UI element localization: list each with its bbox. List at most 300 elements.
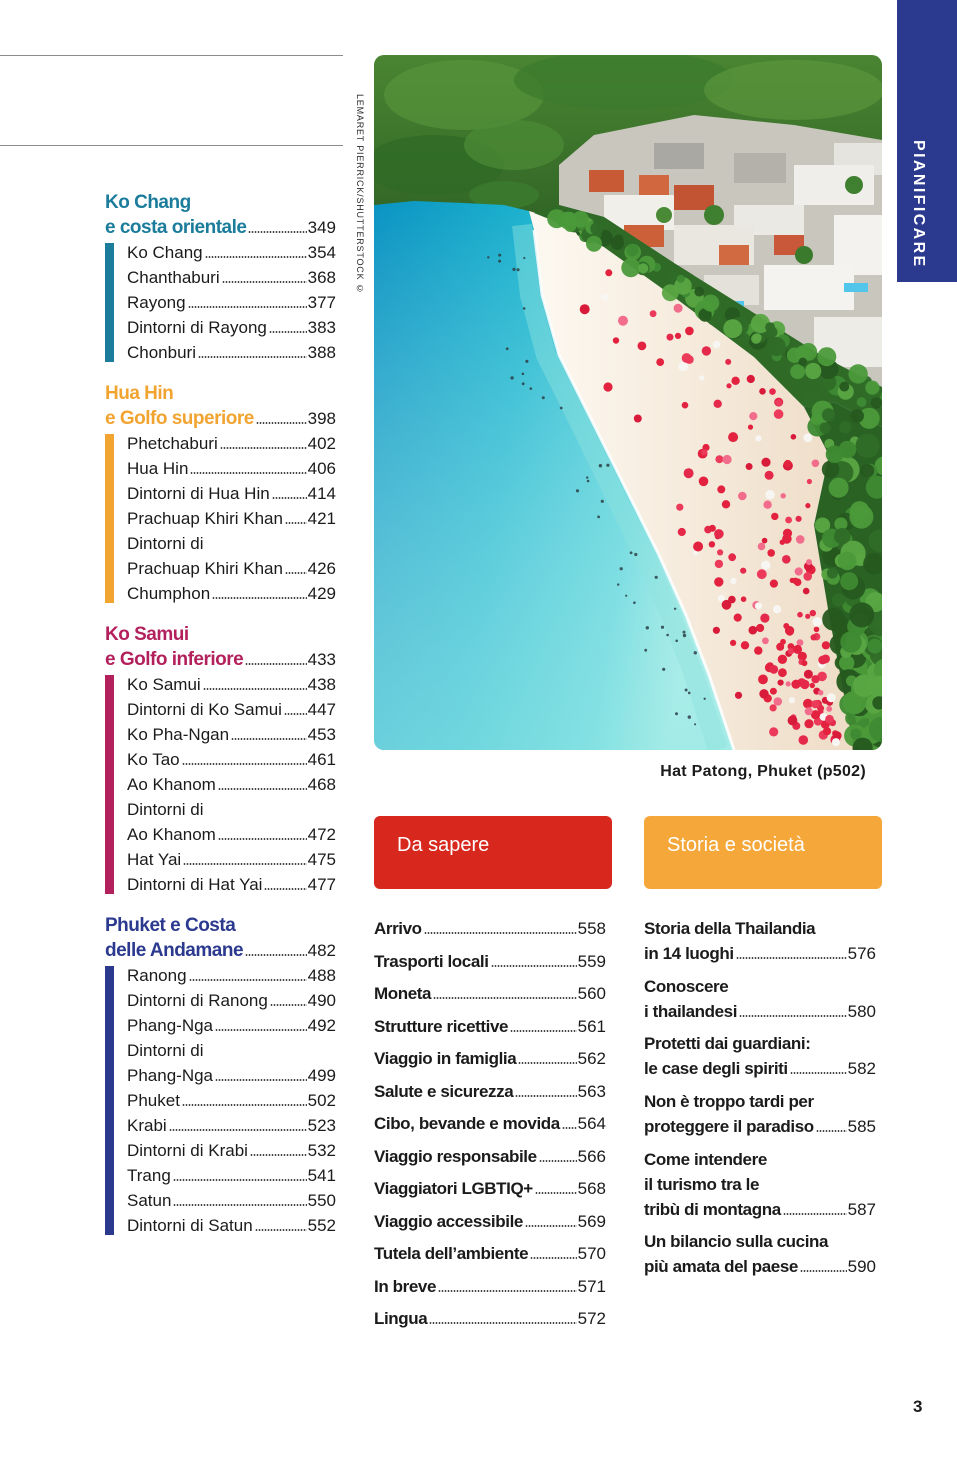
entry-title-line: Viaggio accessibile [374,1211,523,1231]
entry-title-line: Ao Khanom [127,775,216,794]
toc-entry [374,1046,606,1071]
toc-entry [127,1138,336,1163]
beach-umbrella [803,588,810,595]
palm-tree [626,244,638,256]
entry-title-line: Chanthaburi [127,268,220,287]
page-reference: 572 [577,1309,606,1328]
hat-patong-aerial-view [374,55,882,750]
beach-umbrella [717,549,723,555]
dot-leader [269,331,307,333]
entry-final-line [374,1274,606,1299]
entry-title-line: le case degli spiriti [644,1059,788,1079]
dot-leader [212,597,306,599]
da-sapere-header [374,816,612,889]
swimmer [688,692,691,695]
swimmer [655,576,658,579]
beach-umbrella [778,680,784,686]
beach-umbrella [714,529,724,539]
entry-final-line [127,963,336,988]
page-reference: 388 [307,343,336,362]
swimmer [523,257,525,259]
region-entries [105,672,336,897]
beach-umbrella [761,458,770,467]
page-reference: 475 [307,850,336,869]
entry-final-line [374,916,606,941]
swimmer [587,480,590,483]
beach-umbrella [741,596,747,602]
second-rule [0,145,343,146]
entry-final-line [374,1079,606,1104]
beach-umbrella [656,358,664,366]
beach-umbrella [747,375,755,383]
page-reference: 532 [307,1141,336,1160]
swimmer [512,268,515,271]
swimmer [646,626,649,629]
palm-tree [822,608,845,631]
section-tab [897,0,957,282]
dot-leader [284,713,307,715]
swimmer [506,347,509,350]
entry-title-line: Hua Hin [127,459,189,478]
palm-tree [586,236,602,252]
palm-tree [614,234,624,244]
beach-umbrella [676,504,683,511]
entry-final-line [644,1114,876,1139]
entry-final-line [127,1088,336,1113]
beach-umbrella [810,683,815,688]
palm-tree [871,397,882,408]
beach-umbrella [805,503,810,508]
toc-entry [127,340,336,365]
page-reference: 523 [307,1116,336,1135]
region-section [105,913,336,1238]
swimmer [666,634,669,637]
page-reference: 468 [307,775,336,794]
swimmer [606,464,609,467]
beach-umbrella [603,382,612,391]
dot-leader [535,1192,577,1194]
beach-umbrella [684,468,694,478]
palm-tree [590,222,603,235]
region-title [105,190,336,240]
beach-umbrella [756,624,764,632]
region-entries [105,431,336,606]
region-section [105,381,336,606]
dot-leader [169,1129,307,1131]
beach-umbrella [685,327,694,336]
swimmer [576,489,579,492]
dot-leader [218,788,307,790]
regions-table-of-contents [105,190,336,1254]
beach-umbrella [765,490,774,499]
toc-entry [127,315,336,340]
beach-umbrella [765,471,774,480]
beach-umbrella [803,433,812,442]
toc-entry [644,1031,876,1081]
swimmer [630,551,633,554]
entry-title-line: più amata del paese [644,1257,798,1277]
dot-leader [198,356,307,358]
palm-tree [822,408,835,421]
beach-umbrella [789,697,795,703]
beach-umbrella [827,693,836,702]
page-reference: 438 [307,675,336,694]
entry-final-line [127,290,336,315]
entry-final-line [127,1113,336,1138]
region-entries [105,240,336,365]
palm-tree [853,674,876,697]
beach-umbrella [722,500,730,508]
section-tab-label: PIANIFICARE [910,140,927,269]
entry-title-line: Ranong [127,966,187,985]
toc-entry [127,847,336,872]
page-reference: 559 [577,951,606,971]
entry-final-line [127,747,336,772]
entry-title-line: Dintorni di [127,534,204,553]
beach-umbrella [795,567,803,575]
toc-entry [374,1241,606,1266]
dot-leader [245,663,306,665]
swimmer [522,382,525,385]
entry-title-line: Dintorni di Rayong [127,318,267,337]
palm-tree [850,409,864,423]
palm-tree [805,363,821,379]
beach-umbrella [780,639,786,645]
beach-umbrella [832,738,840,746]
page-reference: 477 [307,875,336,894]
palm-tree [839,421,851,433]
beach-umbrella [762,637,769,644]
page-reference: 550 [307,1191,336,1210]
swimmer [634,553,637,556]
entry-title-line: Moneta [374,984,432,1003]
dot-leader [429,1322,576,1324]
folio-page-number: 3 [913,1397,923,1416]
entry-title-line: Strutture ricettive [374,1016,509,1036]
beach-umbrella [769,727,778,736]
page-reference: 398 [307,409,336,428]
entry-final-line [374,1241,606,1266]
entry-title-line: Prachuap Khiri Khan [127,509,283,528]
beach-umbrella [738,492,747,501]
entry-final-line [374,981,606,1006]
swimmer [644,649,647,652]
toc-entry [127,506,336,531]
entry-final-line [127,1163,336,1188]
beach-umbrella [713,627,720,634]
beach-umbrella [778,668,787,677]
beach-umbrella [811,634,817,640]
swimmer [542,396,545,399]
entry-final-line [127,772,336,797]
swimmer [498,254,501,257]
beach-umbrella [728,432,738,442]
toc-entry [374,981,606,1006]
page-reference: 560 [577,984,606,1003]
beach-umbrella [717,485,725,493]
toc-entry [127,456,336,481]
region-color-bar [105,966,114,1235]
page-reference: 429 [307,584,336,603]
swimmer [685,689,688,692]
swimmer [510,376,513,379]
region-section [105,190,336,365]
palm-tree [817,347,836,366]
entry-title-line: Rayong [127,293,186,312]
toc-entry [374,1079,606,1104]
entry-title-line: il turismo tra le [644,1174,760,1194]
entry-title-line: Dintorni di Hua Hin [127,484,270,503]
page-reference: 421 [307,509,336,528]
toc-entry [127,1188,336,1213]
beach-umbrella [794,578,802,586]
toc-entry [644,1089,876,1139]
da-sapere-title: Da sapere [397,834,490,856]
beach-umbrella [770,704,777,711]
palm-tree [822,461,840,479]
entry-title-line: Dintorni di Hat Yai [127,875,263,894]
storia-e-societa-title: Storia e società [667,834,805,856]
beach-umbrella [713,341,721,349]
swimmer [523,307,526,310]
beach-umbrella [774,697,783,706]
beach-umbrella [825,715,834,724]
dot-leader [256,422,307,424]
page-reference: 580 [847,1001,876,1021]
dot-leader [272,497,307,499]
entry-title-line: In breve [374,1276,436,1296]
beach-umbrella [580,304,590,314]
entry-final-line [127,556,336,581]
toc-entry [127,1013,336,1038]
toc-entry [127,265,336,290]
page-reference: 569 [577,1211,606,1231]
toc-entry [644,1229,876,1279]
beach-umbrella [730,640,736,646]
entry-final-line [644,1056,876,1081]
palm-tree [723,319,742,338]
toc-entry [374,1209,606,1234]
page-reference: 568 [577,1179,606,1198]
swimmer [601,500,604,503]
entry-final-line [374,1111,606,1136]
page-reference: 590 [847,1257,876,1277]
page-reference: 582 [847,1059,876,1079]
entry-title-line: e Golfo inferiore [105,649,244,670]
beach-umbrella [748,425,753,430]
beach-umbrella [784,460,792,468]
toc-entry [374,1306,606,1331]
entry-title-line: Viaggiatori LGBTIQ+ [374,1179,533,1198]
entry-title-line: Ko Pha-Ngan [127,725,230,744]
toc-entry [127,1113,336,1138]
entry-title-line: Trasporti locali [374,951,489,971]
toc-entry [127,747,336,772]
page-reference: 558 [577,919,606,938]
dot-leader [231,738,307,740]
entry-final-line [127,240,336,265]
page-reference: 490 [307,991,336,1010]
page-reference: 406 [307,459,336,478]
entry-final-line [374,1306,606,1331]
entry-final-line [374,1014,606,1039]
beach-umbrella [701,449,707,455]
dot-leader [438,1290,577,1292]
beach-umbrella [769,388,776,395]
swimmer [683,634,686,637]
storia-e-societa-header [644,816,882,889]
beach-umbrella [749,626,758,635]
region-title [105,381,336,431]
beach-umbrella [674,304,683,313]
toc-entry [127,722,336,747]
entry-final-line [374,949,606,974]
page-reference: 570 [577,1244,606,1263]
entry-title-line: Krabi [127,1116,167,1135]
swimmer [560,407,563,410]
entry-final-line [374,1144,606,1169]
beach-umbrella [728,596,736,604]
entry-title-line: Ko Chang [105,192,191,213]
beach-umbrella [803,572,812,581]
page-reference: 368 [307,268,336,287]
entry-final-line [105,215,336,240]
beach-umbrella [793,645,802,654]
palm-tree [827,568,838,579]
beach-umbrella [650,310,657,317]
beach-umbrella [758,675,768,685]
entry-title-line: Chonburi [127,343,196,362]
beach-umbrella [791,680,800,689]
dot-leader [539,1160,577,1162]
entry-title-line: Lingua [374,1309,428,1328]
beach-umbrella [755,602,762,609]
dot-leader [215,1079,307,1081]
beach-umbrella [678,528,686,536]
toc-entry [127,1088,336,1113]
entry-final-line [127,872,336,897]
page-reference: 472 [307,825,336,844]
entry-title-line: Hat Yai [127,850,182,869]
page-reference: 354 [307,243,336,262]
entry-final-line [127,456,336,481]
entry-title-line: Satun [127,1191,172,1210]
palm-tree [840,631,861,652]
dot-leader [515,1095,576,1097]
page-reference: 576 [847,944,876,963]
entry-title-line: Dintorni di Ranong [127,991,268,1010]
dot-leader [800,1270,847,1272]
beach-umbrella [740,568,746,574]
entry-title-line: Ko Tao [127,750,180,769]
photo-credit: LEMARET PIERRICK/SHUTTERSTOCK © [355,94,365,295]
region-color-bar [105,675,114,894]
dot-leader [736,957,847,959]
palm-tree [849,505,873,529]
beach-umbrella [769,665,778,674]
dot-leader [491,965,577,967]
beach-umbrella [770,580,778,588]
swimmer [683,631,686,634]
beach-umbrella [693,542,703,552]
toc-entry [127,481,336,506]
beach-umbrella [715,560,723,568]
entry-title-line: Ko Chang [127,243,203,262]
dot-leader [255,1229,307,1231]
entry-title-line: Chumphon [127,584,211,603]
page-reference: 447 [307,700,336,719]
beach-umbrella [678,362,688,372]
entry-final-line [127,822,336,847]
entry-title-line: delle Andamane [105,940,244,961]
toc-entry [127,290,336,315]
page-reference: 541 [307,1166,336,1185]
entry-title-line: tribù di montagna [644,1199,781,1219]
page-reference: 377 [307,293,336,312]
page-reference: 571 [577,1276,606,1296]
entry-final-line [644,1254,876,1279]
beach-umbrella [783,623,789,629]
beach-umbrella [788,716,798,726]
toc-entry [127,431,336,456]
toc-entry [374,1274,606,1299]
palm-tree [826,445,844,463]
palm-tree [694,287,704,297]
palm-tree [840,572,858,590]
beach-umbrella [618,316,628,326]
entry-final-line [127,265,336,290]
beach-umbrella [749,412,757,420]
toc-entry [127,240,336,265]
dot-leader [433,997,577,999]
page-reference: 562 [577,1049,606,1068]
beach-umbrella [791,434,797,440]
swimmer [694,651,697,654]
toc-entry [105,913,336,963]
dot-leader [189,979,307,981]
page-reference: 349 [307,218,336,237]
beach-umbrella [783,529,792,538]
beach-umbrella [730,578,736,584]
beach-umbrella [741,641,749,649]
beach-umbrella [796,535,805,544]
palm-tree [857,397,867,407]
entry-final-line [127,988,336,1013]
beach-umbrella [755,435,761,441]
beach-umbrella [774,409,784,419]
entry-final-line [127,506,336,531]
entry-final-line [127,1188,336,1213]
palm-tree [865,381,879,395]
beach-umbrella [801,660,807,666]
beach-umbrella [813,617,823,627]
beach-umbrella [709,525,716,532]
region-entries [105,963,336,1238]
entry-final-line [127,1213,336,1238]
entry-title-line: Dintorni di Krabi [127,1141,248,1160]
beach-umbrella [760,614,769,623]
beach-umbrella [767,549,775,557]
page-reference: 502 [307,1091,336,1110]
page-reference: 488 [307,966,336,985]
palm-tree [820,422,831,433]
entry-final-line [127,697,336,722]
entry-title-line: Conoscere [644,976,729,996]
entry-title-line: i thailandesi [644,1001,738,1021]
palm-tree [860,464,874,478]
beach-umbrella [818,656,827,665]
entry-title-line: proteggere il paradiso [644,1117,814,1137]
